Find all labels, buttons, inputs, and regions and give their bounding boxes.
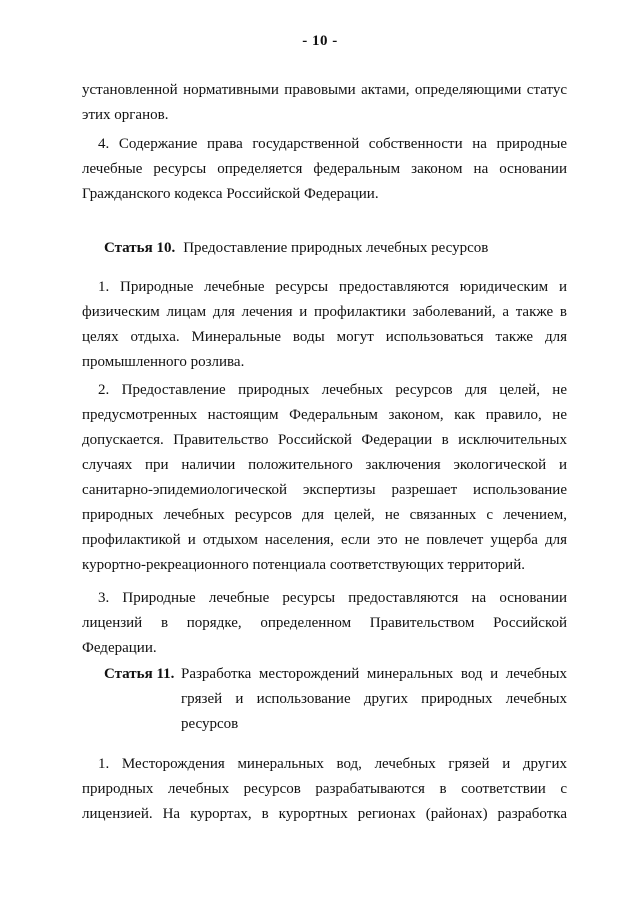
article-11-title: Разработка месторождений минеральных вод и лечебных грязей и использование других природных лечебных ресурсов <box>181 666 567 732</box>
article-10-heading <box>104 236 488 261</box>
paragraph-continuation <box>82 78 567 128</box>
article-10-item-2: 2. Предоставление природных лечебных ресурсов для целей, не предусмотренных настоящим Федеральным законом, как правило, не допускается. Правительство Российской Федерации в исключительных случаях при наличии положительного заключения экологической и санитарно-эпидемиологической экспертизы разрешает использование природных лечебных ресурсов для целей, не связанных с лечением, профилактикой и отдыхом населения, если это не повлечет ущерба для курортно-рекреационного потенциала соответствующих территорий. <box>82 382 567 573</box>
article-10-item-1: 1. Природные лечебные ресурсы предоставляются юридическим и физическим лицам для лечения и профилактики заболеваний, а также в целях отдыха. Минеральные воды могут использоваться также для промышленного розлива. <box>82 279 567 370</box>
page-number: - 10 - <box>302 33 338 49</box>
paragraph-item-4: 4. Содержание права государственной собственности на природные лечебные ресурсы определяется федеральным законом на основании Гражданского кодекса Российской Федерации. <box>82 136 567 202</box>
article-10-number: Статья 10. <box>104 240 176 256</box>
article-11-item-1: 1. Месторождения минеральных вод, лечебных грязей и других природных лечебных ресурсов разрабатываются в соответствии с лицензией. На курортах, в курортных регионах (районах) разработка <box>82 756 567 822</box>
article-10-item-3: 3. Природные лечебные ресурсы предоставляются на основании лицензий в порядке, определенном Правительством Российской Федерации. <box>82 590 567 656</box>
article-10-title: Предоставление природных лечебных ресурсов <box>183 240 489 256</box>
article-11-number: Статья 11. <box>104 666 175 682</box>
paragraph-text: установленной нормативными правовыми актами, определяющими статус этих органов. <box>82 82 567 123</box>
article-11-heading <box>104 662 567 737</box>
